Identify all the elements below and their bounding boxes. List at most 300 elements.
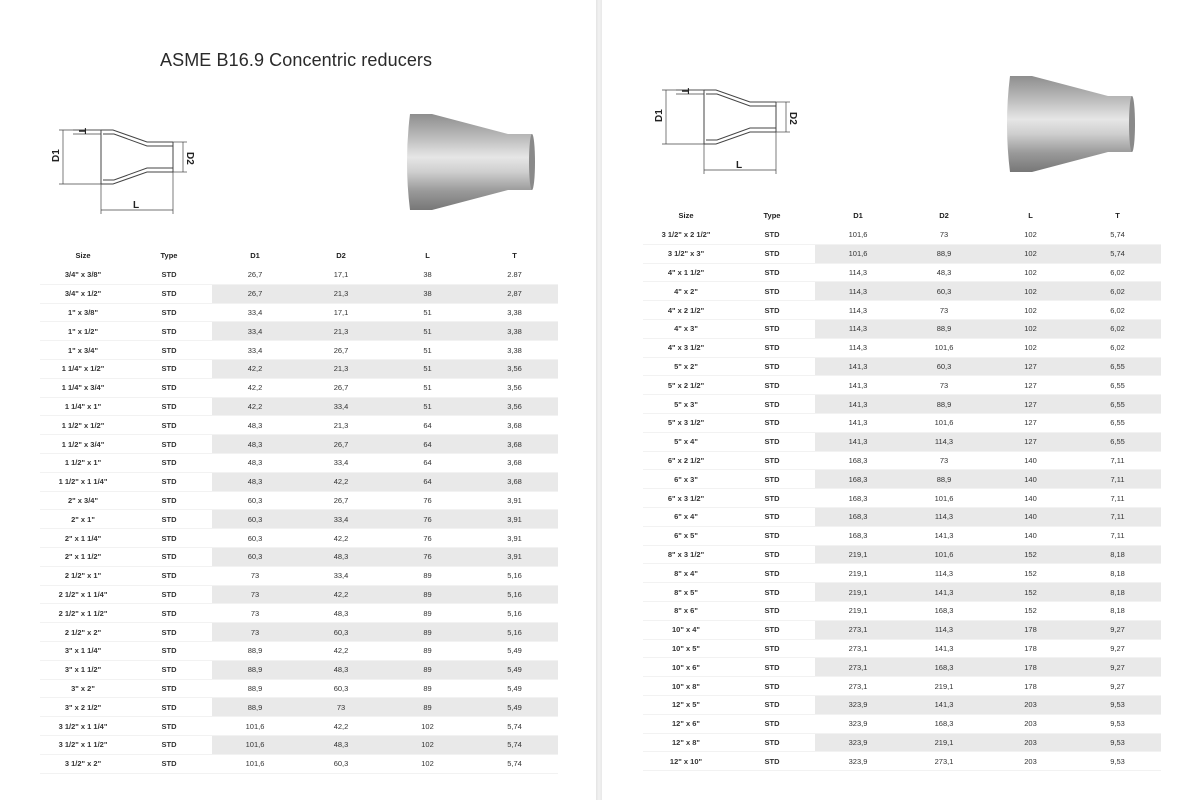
cell-d1: 88,9: [212, 679, 298, 698]
cell-type: STD: [126, 566, 212, 585]
table-row: [40, 641, 558, 660]
cell-size: 5" x 2 1/2": [643, 376, 729, 395]
cell-type: STD: [729, 507, 815, 526]
cell-d2: 60,3: [901, 357, 987, 376]
cell-d1: 26,7: [212, 266, 298, 284]
table-row: [643, 752, 1161, 771]
cell-size: 3/4" x 1/2": [40, 284, 126, 303]
cell-d2: 21,3: [298, 416, 384, 435]
cell-d2: 26,7: [298, 435, 384, 454]
cell-l: 178: [987, 677, 1074, 696]
cell-d1: 141,3: [815, 357, 901, 376]
cell-type: STD: [729, 714, 815, 733]
cell-d1: 141,3: [815, 376, 901, 395]
cell-d2: 60,3: [298, 623, 384, 642]
cell-d1: 60,3: [212, 529, 298, 548]
cell-size: 6" x 3": [643, 470, 729, 489]
cell-d2: 42,2: [298, 641, 384, 660]
cell-t: 5,16: [471, 566, 558, 585]
cell-d1: 73: [212, 566, 298, 585]
table-row: [643, 545, 1161, 564]
table-row: [40, 416, 558, 435]
cell-type: STD: [126, 698, 212, 717]
table-row: [40, 510, 558, 529]
cell-d1: 48,3: [212, 416, 298, 435]
reducer-photo: [404, 112, 536, 212]
cell-t: 3,91: [471, 491, 558, 510]
cell-t: 7,11: [1074, 451, 1161, 470]
cell-d2: 73: [901, 451, 987, 470]
cell-d1: 101,6: [212, 717, 298, 736]
cell-type: STD: [126, 660, 212, 679]
cell-t: 3,91: [471, 547, 558, 566]
table-row: [643, 489, 1161, 508]
cell-t: 3,56: [471, 378, 558, 397]
cell-t: 3,68: [471, 453, 558, 472]
cell-t: 8,18: [1074, 583, 1161, 602]
table-row: [40, 322, 558, 341]
cell-d2: 88,9: [901, 470, 987, 489]
cell-size: 8" x 3 1/2": [643, 545, 729, 564]
cell-t: 6,55: [1074, 413, 1161, 432]
cell-type: STD: [126, 491, 212, 510]
cell-l: 51: [384, 341, 471, 360]
cell-type: STD: [729, 319, 815, 338]
cell-type: STD: [126, 266, 212, 284]
cell-l: 64: [384, 472, 471, 491]
cell-d2: 42,2: [298, 529, 384, 548]
cell-t: 7,11: [1074, 507, 1161, 526]
cell-d1: 60,3: [212, 547, 298, 566]
cell-d2: 141,3: [901, 526, 987, 545]
cell-t: 3,68: [471, 472, 558, 491]
cell-type: STD: [126, 284, 212, 303]
cell-d1: 114,3: [815, 263, 901, 282]
cell-d1: 42,2: [212, 397, 298, 416]
cell-l: 127: [987, 413, 1074, 432]
cell-t: 9,27: [1074, 639, 1161, 658]
cell-l: 102: [384, 735, 471, 754]
cell-type: STD: [729, 639, 815, 658]
cell-d2: 88,9: [901, 395, 987, 414]
right-page: [602, 0, 1200, 800]
cell-d2: 42,2: [298, 717, 384, 736]
cell-l: 102: [987, 226, 1074, 244]
table-row: [40, 453, 558, 472]
cell-d2: 101,6: [901, 338, 987, 357]
cell-d1: 168,3: [815, 526, 901, 545]
cell-l: 89: [384, 566, 471, 585]
cell-l: 203: [987, 695, 1074, 714]
table-row: [643, 263, 1161, 282]
cell-t: 3,56: [471, 397, 558, 416]
cell-l: 38: [384, 284, 471, 303]
cell-d2: 21,3: [298, 322, 384, 341]
cell-type: STD: [729, 451, 815, 470]
cell-type: STD: [729, 545, 815, 564]
cell-size: 1" x 3/8": [40, 303, 126, 322]
cell-type: STD: [126, 472, 212, 491]
table-row: [40, 472, 558, 491]
cell-t: 2.87: [471, 266, 558, 284]
cell-d2: 101,6: [901, 489, 987, 508]
cell-type: STD: [729, 620, 815, 639]
cell-d1: 114,3: [815, 282, 901, 301]
table-row: [40, 566, 558, 585]
cell-t: 9,27: [1074, 620, 1161, 639]
cell-d1: 168,3: [815, 470, 901, 489]
cell-type: STD: [729, 583, 815, 602]
cell-size: 5" x 3": [643, 395, 729, 414]
cell-d2: 17,1: [298, 266, 384, 284]
cell-d2: 48,3: [901, 263, 987, 282]
cell-t: 6,02: [1074, 263, 1161, 282]
cell-d1: 101,6: [815, 244, 901, 263]
cell-type: STD: [126, 416, 212, 435]
cell-t: 5,74: [1074, 226, 1161, 244]
table-row: [643, 601, 1161, 620]
cell-l: 102: [987, 319, 1074, 338]
cell-t: 6,02: [1074, 319, 1161, 338]
left-page: [0, 0, 596, 800]
cell-d2: 42,2: [298, 585, 384, 604]
cell-t: 8,18: [1074, 564, 1161, 583]
cell-size: 2" x 1 1/2": [40, 547, 126, 566]
table-row: [643, 658, 1161, 677]
cell-type: STD: [126, 754, 212, 773]
cell-size: 5" x 2": [643, 357, 729, 376]
cell-d2: 273,1: [901, 752, 987, 771]
cell-d1: 219,1: [815, 601, 901, 620]
cell-d2: 219,1: [901, 677, 987, 696]
cell-t: 6,02: [1074, 282, 1161, 301]
cell-d1: 114,3: [815, 301, 901, 320]
cell-type: STD: [729, 301, 815, 320]
cell-l: 140: [987, 489, 1074, 508]
table-row: [643, 714, 1161, 733]
cell-l: 89: [384, 698, 471, 717]
cell-size: 4" x 2": [643, 282, 729, 301]
column-header-t: T: [512, 250, 517, 260]
cell-type: STD: [126, 341, 212, 360]
cell-size: 6" x 2 1/2": [643, 451, 729, 470]
cell-type: STD: [126, 359, 212, 378]
cell-l: 51: [384, 303, 471, 322]
cell-d1: 101,6: [212, 735, 298, 754]
cell-size: 1 1/4" x 1": [40, 397, 126, 416]
table-row: [40, 341, 558, 360]
spec-table-right: [643, 204, 1161, 771]
cell-d2: 114,3: [901, 507, 987, 526]
cell-d2: 60,3: [901, 282, 987, 301]
cell-size: 3" x 1 1/4": [40, 641, 126, 660]
cell-d2: 21,3: [298, 359, 384, 378]
cell-d1: 323,9: [815, 695, 901, 714]
column-header-size: Size: [75, 250, 91, 260]
cell-l: 127: [987, 376, 1074, 395]
diagram-label-l: L: [133, 200, 140, 211]
cell-t: 3,91: [471, 510, 558, 529]
cell-l: 102: [987, 244, 1074, 263]
cell-type: STD: [729, 564, 815, 583]
cell-size: 6" x 4": [643, 507, 729, 526]
table-row: [643, 695, 1161, 714]
spec-table-left: [40, 244, 558, 774]
cell-size: 6" x 5": [643, 526, 729, 545]
cell-d1: 273,1: [815, 620, 901, 639]
reducer-dimension-diagram: [45, 118, 215, 218]
table-row: [40, 547, 558, 566]
cell-size: 1 1/2" x 1 1/4": [40, 472, 126, 491]
cell-l: 203: [987, 733, 1074, 752]
cell-d1: 101,6: [212, 754, 298, 773]
cell-l: 127: [987, 432, 1074, 451]
cell-d2: 26,7: [298, 341, 384, 360]
reducer-photo: [1004, 74, 1136, 174]
table-row: [643, 432, 1161, 451]
cell-d1: 48,3: [212, 453, 298, 472]
cell-type: STD: [126, 604, 212, 623]
cell-l: 152: [987, 583, 1074, 602]
table-row: [643, 583, 1161, 602]
column-header-d2: D2: [336, 250, 346, 260]
cell-d2: 141,3: [901, 583, 987, 602]
cell-l: 178: [987, 658, 1074, 677]
cell-d1: 42,2: [212, 378, 298, 397]
table-row: [40, 266, 558, 284]
cell-d1: 219,1: [815, 583, 901, 602]
cell-d2: 88,9: [901, 319, 987, 338]
table-row: [40, 623, 558, 642]
cell-d2: 141,3: [901, 695, 987, 714]
cell-d1: 33,4: [212, 322, 298, 341]
cell-t: 9,53: [1074, 695, 1161, 714]
column-header-type: Type: [160, 250, 178, 260]
cell-d1: 114,3: [815, 319, 901, 338]
cell-l: 51: [384, 322, 471, 341]
cell-size: 3 1/2" x 3": [643, 244, 729, 263]
cell-d2: 48,3: [298, 735, 384, 754]
cell-size: 3 1/2" x 2": [40, 754, 126, 773]
cell-t: 5,74: [471, 735, 558, 754]
cell-l: 203: [987, 752, 1074, 771]
cell-t: 7,11: [1074, 489, 1161, 508]
cell-size: 12" x 8": [643, 733, 729, 752]
cell-d1: 101,6: [815, 226, 901, 244]
cell-d2: 141,3: [901, 639, 987, 658]
table-row: [40, 717, 558, 736]
cell-d1: 114,3: [815, 338, 901, 357]
table-row: [643, 319, 1161, 338]
cell-d2: 219,1: [901, 733, 987, 752]
cell-d2: 73: [901, 376, 987, 395]
cell-size: 10" x 6": [643, 658, 729, 677]
table-row: [643, 301, 1161, 320]
cell-t: 6,55: [1074, 357, 1161, 376]
cell-t: 5,16: [471, 623, 558, 642]
cell-d1: 60,3: [212, 491, 298, 510]
cell-d1: 73: [212, 585, 298, 604]
cell-t: 5,74: [471, 754, 558, 773]
cell-l: 127: [987, 357, 1074, 376]
cell-l: 178: [987, 620, 1074, 639]
cell-type: STD: [126, 641, 212, 660]
cell-t: 7,11: [1074, 526, 1161, 545]
cell-t: 8,18: [1074, 545, 1161, 564]
cell-size: 2 1/2" x 1 1/2": [40, 604, 126, 623]
table-row: [643, 282, 1161, 301]
cell-size: 2 1/2" x 1": [40, 566, 126, 585]
diagram-label-t: T: [679, 88, 690, 95]
cell-l: 140: [987, 470, 1074, 489]
cell-l: 102: [987, 263, 1074, 282]
cell-type: STD: [126, 453, 212, 472]
cell-d1: 323,9: [815, 733, 901, 752]
cell-t: 9,27: [1074, 677, 1161, 696]
cell-t: 6,55: [1074, 432, 1161, 451]
cell-size: 10" x 8": [643, 677, 729, 696]
column-header-l: L: [425, 250, 430, 260]
cell-type: STD: [729, 395, 815, 414]
cell-size: 1 1/2" x 1/2": [40, 416, 126, 435]
column-header-type: Type: [763, 210, 781, 220]
cell-d2: 21,3: [298, 284, 384, 303]
cell-d1: 141,3: [815, 432, 901, 451]
cell-type: STD: [729, 733, 815, 752]
cell-t: 9,53: [1074, 714, 1161, 733]
cell-l: 152: [987, 545, 1074, 564]
cell-l: 102: [987, 301, 1074, 320]
cell-t: 3,68: [471, 416, 558, 435]
cell-t: 5,16: [471, 604, 558, 623]
cell-l: 76: [384, 529, 471, 548]
cell-type: STD: [126, 623, 212, 642]
cell-d1: 88,9: [212, 641, 298, 660]
cell-d2: 42,2: [298, 472, 384, 491]
cell-type: STD: [729, 282, 815, 301]
cell-l: 64: [384, 435, 471, 454]
cell-d2: 17,1: [298, 303, 384, 322]
cell-d2: 114,3: [901, 620, 987, 639]
cell-d2: 26,7: [298, 491, 384, 510]
table-row: [40, 585, 558, 604]
cell-d1: 168,3: [815, 507, 901, 526]
cell-t: 3,38: [471, 341, 558, 360]
table-row: [643, 639, 1161, 658]
cell-l: 127: [987, 395, 1074, 414]
cell-t: 5,49: [471, 641, 558, 660]
table-row: [40, 284, 558, 303]
page-title: ASME B16.9 Concentric reducers: [160, 50, 433, 70]
cell-type: STD: [729, 489, 815, 508]
table-row: [40, 397, 558, 416]
column-header-d2: D2: [939, 210, 949, 220]
reducer-dimension-diagram: [648, 78, 818, 178]
cell-l: 64: [384, 416, 471, 435]
cell-d1: 73: [212, 623, 298, 642]
cell-size: 4" x 3": [643, 319, 729, 338]
cell-d1: 273,1: [815, 639, 901, 658]
cell-type: STD: [126, 397, 212, 416]
cell-t: 3,68: [471, 435, 558, 454]
cell-l: 76: [384, 510, 471, 529]
cell-d2: 48,3: [298, 660, 384, 679]
cell-d1: 33,4: [212, 341, 298, 360]
table-row: [643, 507, 1161, 526]
cell-d1: 273,1: [815, 677, 901, 696]
cell-type: STD: [729, 244, 815, 263]
cell-d1: 26,7: [212, 284, 298, 303]
cell-type: STD: [126, 322, 212, 341]
cell-size: 2" x 1 1/4": [40, 529, 126, 548]
cell-type: STD: [126, 303, 212, 322]
cell-t: 5,16: [471, 585, 558, 604]
table-row: [40, 660, 558, 679]
cell-size: 2" x 1": [40, 510, 126, 529]
cell-d1: 33,4: [212, 303, 298, 322]
table-row: [643, 338, 1161, 357]
cell-d2: 48,3: [298, 547, 384, 566]
cell-l: 152: [987, 601, 1074, 620]
column-header-size: Size: [678, 210, 694, 220]
table-row: [40, 698, 558, 717]
cell-type: STD: [126, 529, 212, 548]
cell-l: 102: [987, 282, 1074, 301]
cell-size: 1" x 3/4": [40, 341, 126, 360]
cell-size: 8" x 5": [643, 583, 729, 602]
cell-l: 102: [987, 338, 1074, 357]
cell-t: 5,49: [471, 698, 558, 717]
cell-t: 3,91: [471, 529, 558, 548]
table-row: [40, 435, 558, 454]
cell-type: STD: [729, 658, 815, 677]
cell-d1: 273,1: [815, 658, 901, 677]
cell-size: 12" x 6": [643, 714, 729, 733]
cell-d2: 73: [901, 226, 987, 244]
cell-size: 4" x 3 1/2": [643, 338, 729, 357]
cell-t: 3,38: [471, 303, 558, 322]
cell-l: 89: [384, 679, 471, 698]
cell-type: STD: [729, 526, 815, 545]
cell-d1: 88,9: [212, 698, 298, 717]
cell-size: 1 1/2" x 3/4": [40, 435, 126, 454]
diagram-label-d2: D2: [184, 152, 195, 165]
table-row: [643, 620, 1161, 639]
cell-size: 10" x 5": [643, 639, 729, 658]
cell-type: STD: [729, 338, 815, 357]
cell-l: 51: [384, 359, 471, 378]
cell-d1: 323,9: [815, 752, 901, 771]
cell-type: STD: [126, 510, 212, 529]
cell-l: 89: [384, 641, 471, 660]
table-row: [643, 470, 1161, 489]
cell-t: 6,02: [1074, 301, 1161, 320]
cell-l: 89: [384, 604, 471, 623]
table-row: [643, 733, 1161, 752]
cell-size: 1 1/4" x 1/2": [40, 359, 126, 378]
cell-d1: 73: [212, 604, 298, 623]
cell-type: STD: [729, 263, 815, 282]
table-header-row: [40, 244, 558, 266]
cell-type: STD: [729, 432, 815, 451]
cell-type: STD: [126, 378, 212, 397]
diagram-label-d1: D1: [654, 109, 665, 122]
cell-type: STD: [729, 226, 815, 244]
cell-size: 12" x 5": [643, 695, 729, 714]
cell-d1: 168,3: [815, 451, 901, 470]
cell-d2: 73: [298, 698, 384, 717]
table-row: [40, 378, 558, 397]
